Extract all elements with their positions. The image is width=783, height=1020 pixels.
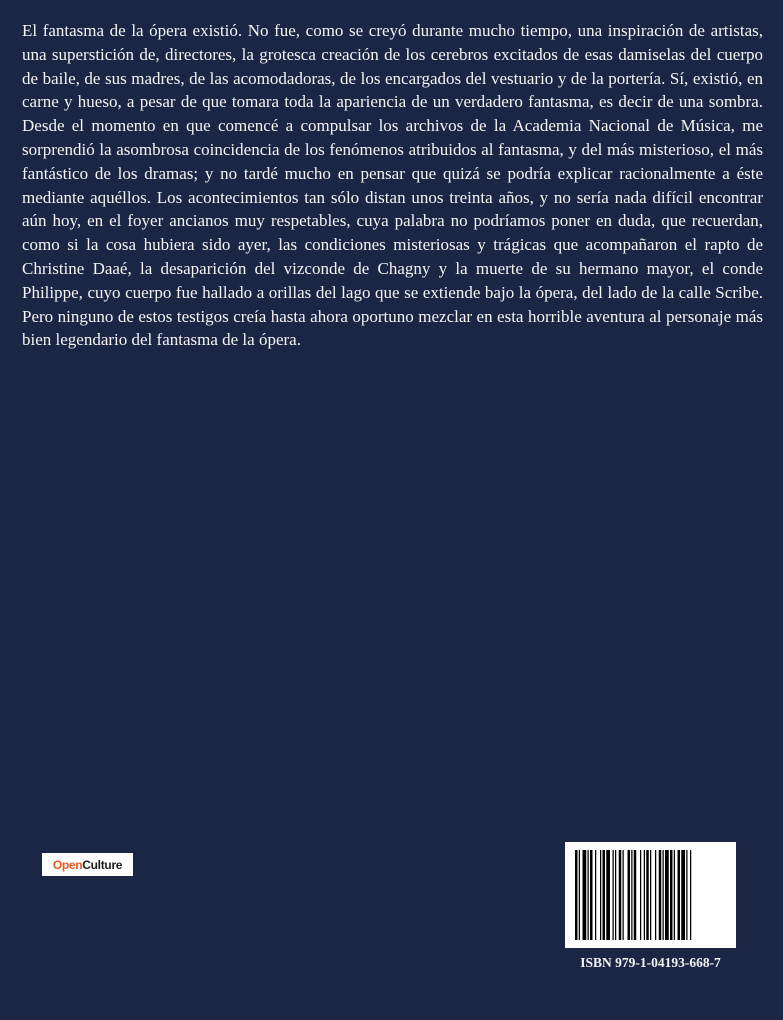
barcode-bar bbox=[613, 850, 614, 940]
barcode-bar bbox=[663, 850, 664, 940]
barcode-bar bbox=[600, 850, 601, 940]
barcode-bar bbox=[575, 850, 578, 940]
barcode-bar bbox=[681, 850, 685, 940]
barcode-bar bbox=[606, 850, 610, 940]
barcode-bar bbox=[659, 850, 662, 940]
barcode-bar bbox=[595, 850, 596, 940]
barcode-bar bbox=[588, 850, 589, 940]
barcode-bar bbox=[665, 850, 669, 940]
barcode-bar bbox=[690, 850, 691, 940]
barcode-bar bbox=[678, 850, 681, 940]
barcode-bar bbox=[686, 850, 687, 940]
barcode-bar bbox=[631, 850, 632, 940]
logo-text-open: Open bbox=[52, 857, 83, 872]
barcode-bar bbox=[623, 850, 624, 940]
barcode bbox=[565, 842, 736, 948]
publisher-logo bbox=[42, 853, 133, 876]
barcode-bar bbox=[619, 850, 622, 940]
barcode-bar bbox=[674, 850, 675, 940]
barcode-bar bbox=[628, 850, 631, 940]
barcode-bar bbox=[603, 850, 606, 940]
barcode-bar bbox=[640, 850, 641, 940]
barcode-bar bbox=[590, 850, 593, 940]
isbn-number: ISBN 979-1-04193-668-7 bbox=[580, 955, 721, 970]
barcode-bar bbox=[579, 850, 580, 940]
barcode-bar bbox=[670, 850, 673, 940]
logo-text-culture: Culture bbox=[82, 857, 123, 872]
barcode-bar bbox=[583, 850, 587, 940]
barcode-bar bbox=[650, 850, 651, 940]
barcode-bars bbox=[573, 850, 728, 940]
back-cover-blurb: El fantasma de la ópera existió. No fue, como se creyó durante mucho tiempo, una inspiración de artistas, una superstición de, directores, la grotesca creación de los cerebros excitados de esas damiselas del cuerpo de baile, de sus madres, de las acomodadoras, de los encargados del vestuario y de la portería. Sí, existió, en carne y hueso, a pesar de que tomara toda la apariencia de un verdadero fantasma, es decir de una sombra. Desde el momento en que comencé a compulsar los archivos de la Academia Nacional de Música, me sorprendió la asombrosa coincidencia de los fenómenos atribuidos al fantasma, y del más misterioso, el más fantástico de los dramas; y no tardé mucho en pensar que quizá se podría explicar racionalmente a éste mediante aquéllos. Los acontecimientos tan sólo distan unos treinta años, y no sería nada difícil encontrar aún hoy, en el foyer ancianos muy respetables, cuya palabra no podríamos poner en duda, que recuerdan, como si la cosa hubiera sido ayer, las condiciones misteriosas y trágicas que acompañaron el rapto de Christine Daaé, la desaparición del vizconde de Chagny y la muerte de su hermano mayor, el conde Philippe, cuyo cuerpo fue hallado a orillas del lago que se extiende bajo la ópera, del lado de la calle Scribe. Pero ninguno de estos testigos creía hasta ahora oportuno mezclar en esta horrible aventura al personaje más bien legendario del fantasma de la ópera. bbox=[22, 21, 763, 350]
barcode-bar bbox=[644, 850, 645, 940]
barcode-bar bbox=[646, 850, 649, 940]
barcode-bar bbox=[655, 850, 656, 940]
barcode-bar bbox=[615, 850, 616, 940]
barcode-bar bbox=[634, 850, 637, 940]
